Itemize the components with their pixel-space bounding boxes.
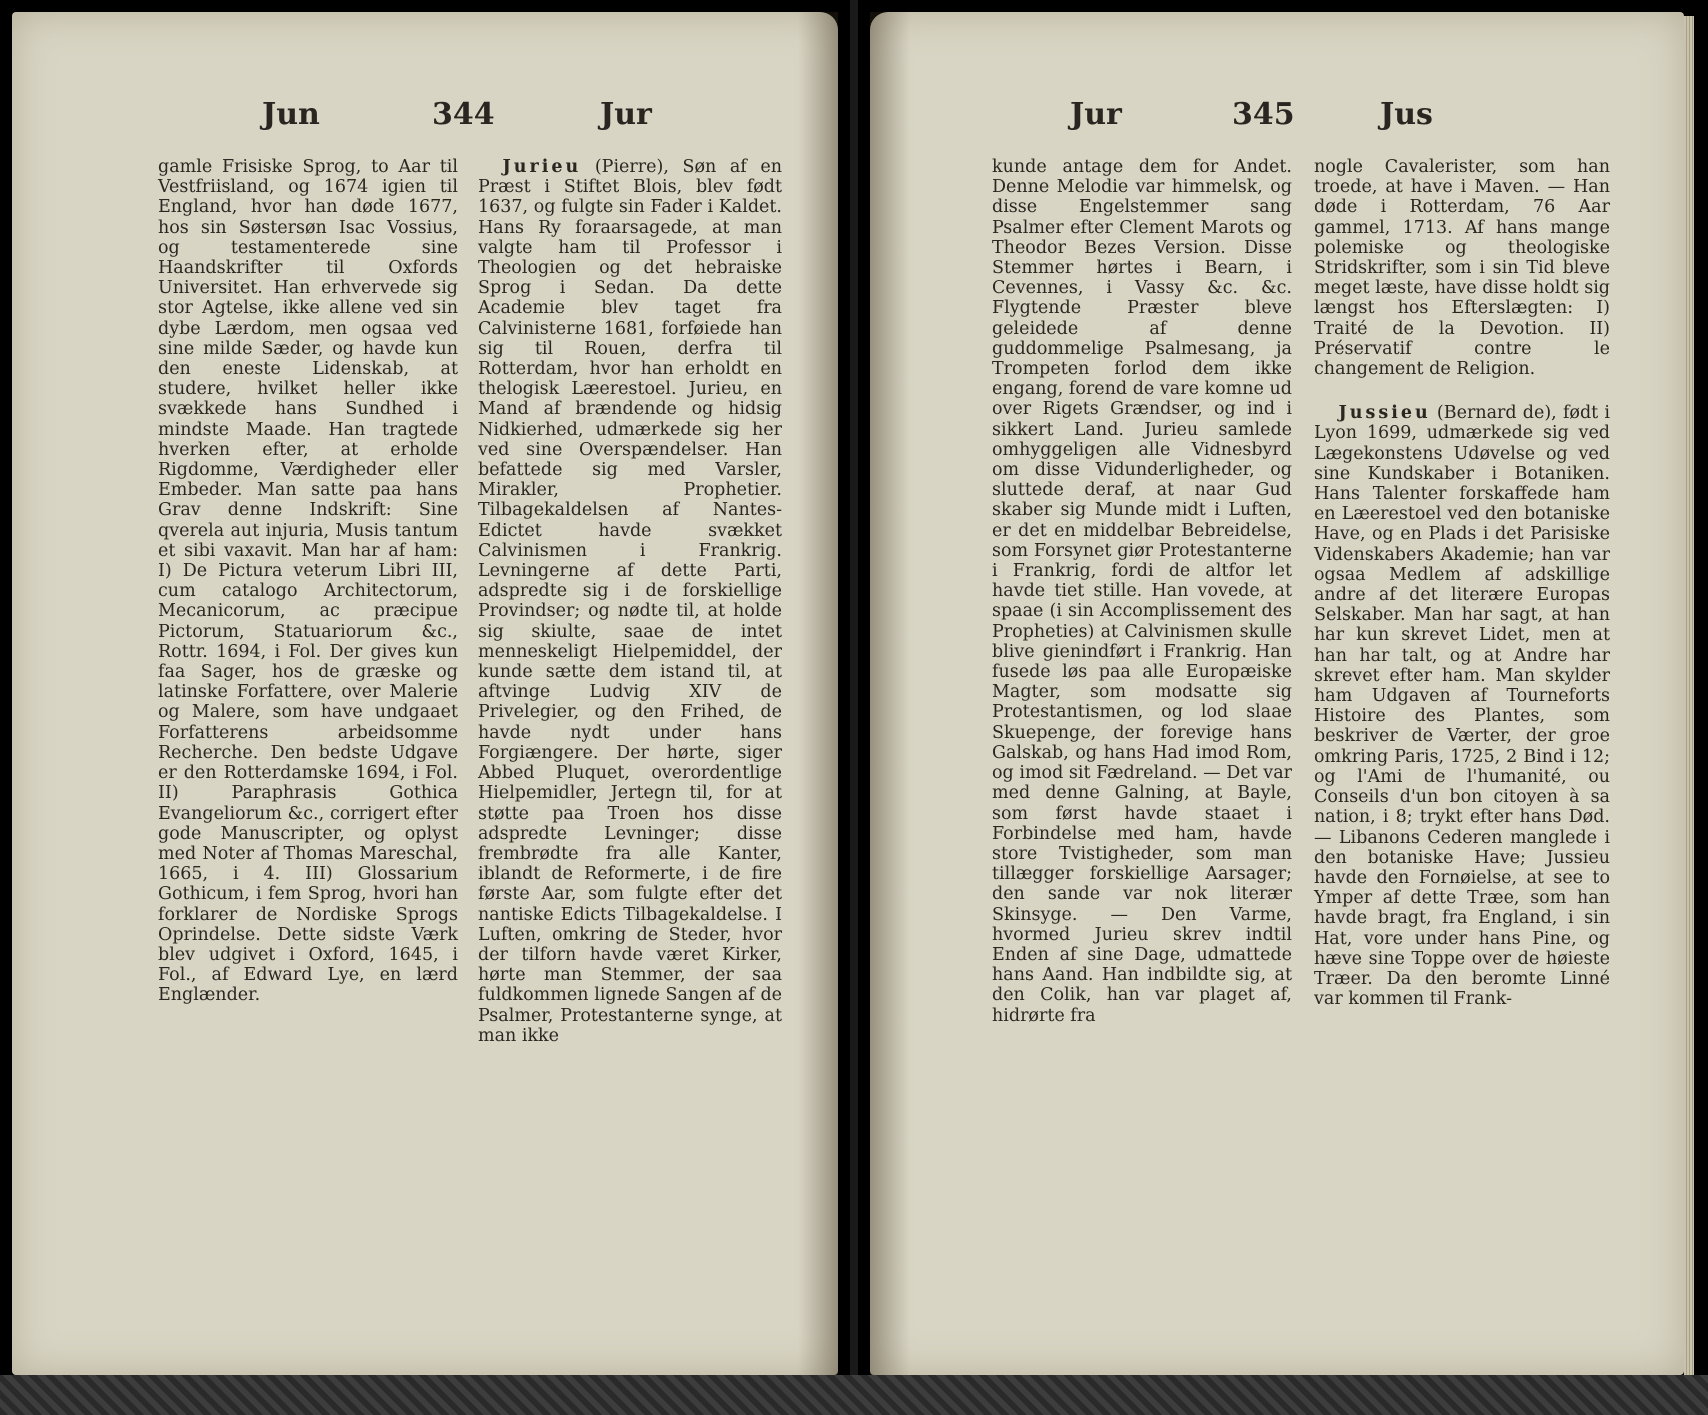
right-page-column-1 <box>992 157 1292 1026</box>
right-col2b-text: (Bernard de), født i Lyon 1699, udmærkede sig ved Lægekonstens Udøvelse og ved sine Kundskaber i Botaniken. Hans Talenter forskaffede ham en Læerestoel ved den botaniske Have, og en Plads i det Parisiske Videnskabers Akademie; han var ogsaa Medlem af adskillige andre af det literære Europas Selskaber. Man har sagt, at han har kun skrevet Lidet, men at han har talt, og at Andre har skrevet efter ham. Man skylder ham Udgaven af Tourneforts Histoire des Plantes, som beskriver de Værter, der groe omkring Paris, 1725, 2 Bind i 12; og l'Ami de l'humanité, ou Conseils d'un bon citoyen à sa nation, i 8; trykt efter hans Død. — Libanons Cederen manglede i den botaniske Have; Jussieu havde den Fornøielse, at see to Ymper af dette Træe, som han havde bragt, fra England, i sin Hat, vore under hans Pine, og hæve sine Toppe over de høieste Træer. Da den beromte Linné var kommen til Frank- <box>1314 403 1610 1010</box>
right-running-head-last: Jus <box>1380 97 1433 132</box>
left-running-head-first: Jun <box>262 97 320 132</box>
left-page <box>12 12 838 1375</box>
left-running-head-last: Jur <box>600 97 652 132</box>
right-col2-entry <box>1314 403 1610 1009</box>
left-page-column-2 <box>478 157 782 1046</box>
right-col2-text: nogle Cavalerister, som han troede, at have i Maven. — Han døde i Rotterdam, 76 Aar gammel, 1713. Af hans mange polemiske og theologiske Stridskrifter, som i sin Tid bleve meget læste, have disse holdt sig længst hos Efterslægten: I) Traité de la Devotion. II) Préservatif contre le changement de Religion. <box>1314 157 1610 380</box>
right-page-number: 345 <box>1232 97 1295 132</box>
left-frame <box>0 0 850 1415</box>
left-gutter-shadow <box>798 12 838 1375</box>
scanner-bed <box>0 1375 1708 1415</box>
left-col2-entry <box>478 157 782 1046</box>
right-running-head-first: Jur <box>1070 97 1122 132</box>
left-page-number: 344 <box>432 97 495 132</box>
right-col1-text: kunde antage dem for Andet. Denne Melodie var himmelsk, og disse Engelstemmer sang Psalmer efter Clement Marots og Theodor Bezes Version. Disse Stemmer hørtes i Bearn, i Cevennes, i Vassy &c. &c. Flygtende Præster bleve geleidede af denne guddommelige Psalmesang, ja Trompeten forlod dem ikke engang, forend de vare komne ud over Rigets Grændser, og ind i sikkert Land. Jurieu samlede omhyggeligen alle Vidnesbyrd om disse Vidunderligheder, og sluttede deraf, at naar Gud skaber sig Munde midt i Luften, er det en middelbar Bebreidelse, som Forsynet giør Protestanterne i Frankrig, fordi de altfor let havde tiet stille. Han vovede, at spaae (i sin Accomplissement des Propheties) at Calvinismen skulle blive gienindført i Frankrig. Han fusede løs paa alle Europæiske Magter, som modsatte sig Protestantismen, og lod slaae Skuepenge, der forevige hans Galskab, og hans Had imod Rom, og imod sit Fædreland. — Det var med denne Galning, at Bayle, som først havde staaet i Forbindelse med ham, havde store Tvistigheder, som man tillægger forskiellige Aarsager; den sande var nok literær Skinsyge. — Den Varme, hvormed Jurieu skrev indtil Enden af sine Dage, udmattede hans Aand. Han indbildte sig, at den Colik, han var plaget af, hidrørte fra <box>992 157 1292 1026</box>
right-page-header <box>870 97 1684 137</box>
right-gutter-shadow <box>870 12 910 1375</box>
page-edge-stack <box>1684 16 1694 1375</box>
right-frame <box>858 0 1708 1415</box>
left-page-column-1 <box>158 157 458 1006</box>
right-page <box>870 12 1684 1375</box>
left-page-header <box>12 97 838 137</box>
left-col2-text: (Pierre), Søn af en Præst i Stiftet Blois, blev født 1637, og fulgte sin Fader i Kaldet. Hans Ry foraarsagede, at man valgte ham til Professor i Theologien og det hebraiske Sprog i Sedan. Da dette Academie blev taget fra Calvinisterne 1681, forføiede han sig til Rouen, derfra til Rotterdam, hvor han erholdt en thelogisk Læerestoel. Jurieu, en Mand af brændende og hidsig Nidkierhed, udmærkede sig her ved sine Overspændelser. Han befattede sig med Varsler, Mirakler, Prophetier. Tilbagekaldelsen af Nantes-Edictet havde svækket Calvinismen i Frankrig. Levningerne af dette Parti, adspredte sig i de forskiellige Provindser; og nødte til, at holde sig skiulte, saae de intet menneskeligt Hielpemiddel, der kunde sætte dem istand til, at aftvinge Ludvig XIV de Privelegier, og den Frihed, de havde nydt under hans Forgiængere. Der hørte, siger Abbed Pluquet, overordentlige Hielpemidler, Jertegn til, for at støtte paa Troen hos disse adspredte Levninger; disse frembrødte fra alle Kanter, iblandt de Reformerte, i de fire første Aar, som fulgte efter det nantiske Edicts Tilbagekaldelse. I Luften, omkring de Steder, hvor der tilforn havde været Kirker, hørte man Stemmer, der saa fuldkommen lignede Sangen af de Psalmer, Protestanterne synge, at man ikke <box>478 157 782 1046</box>
entry-headword-jussieu: Jussieu <box>1338 403 1431 424</box>
left-col1-text: gamle Frisiske Sprog, to Aar til Vestfriisland, og 1674 igien til England, hvor han døde 1677, hos sin Søstersøn Isac Vossius, og testamenterede sine Haandskrifter til Oxfords Universitet. Han erhvervede sig stor Agtelse, ikke allene ved sin dybe Lærdom, men ogsaa ved sine milde Sæder, og havde kun den eneste Lidenskab, at studere, hvilket heller ikke svækkede hans Sundhed i mindste Maade. Han tragtede hverken efter, at erholde Rigdomme, Værdigheder eller Embeder. Man satte paa hans Grav denne Indskrift: Sine qverela aut injuria, Musis tantum et sibi vaxavit. Man har af ham: I) De Pictura veterum Libri III, cum catalogo Architectorum, Mecanicorum, ac præcipue Pictorum, Statuariorum &c., Rottr. 1694, i Fol. Der gives kun faa Sager, hos de græske og latinske Forfattere, over Malerie og Malere, som have undgaaet Forfatterens arbeidsomme Recherche. Den bedste Udgave er den Rotterdamske 1694, i Fol. II) Paraphrasis Gothica Evangeliorum &c., corrigert efter gode Manuscripter, og oplyst med Noter af Thomas Mareschal, 1665, i 4. III) Glossarium Gothicum, i fem Sprog, hvori han forklarer de Nordiske Sprogs Oprindelse. Dette sidste Værk blev udgivet i Oxford, 1645, i Fol., af Edward Lye, en lærd Englænder. <box>158 157 458 1006</box>
entry-headword-jurieu: Jurieu <box>502 157 582 177</box>
right-page-column-2 <box>1314 157 1610 1009</box>
